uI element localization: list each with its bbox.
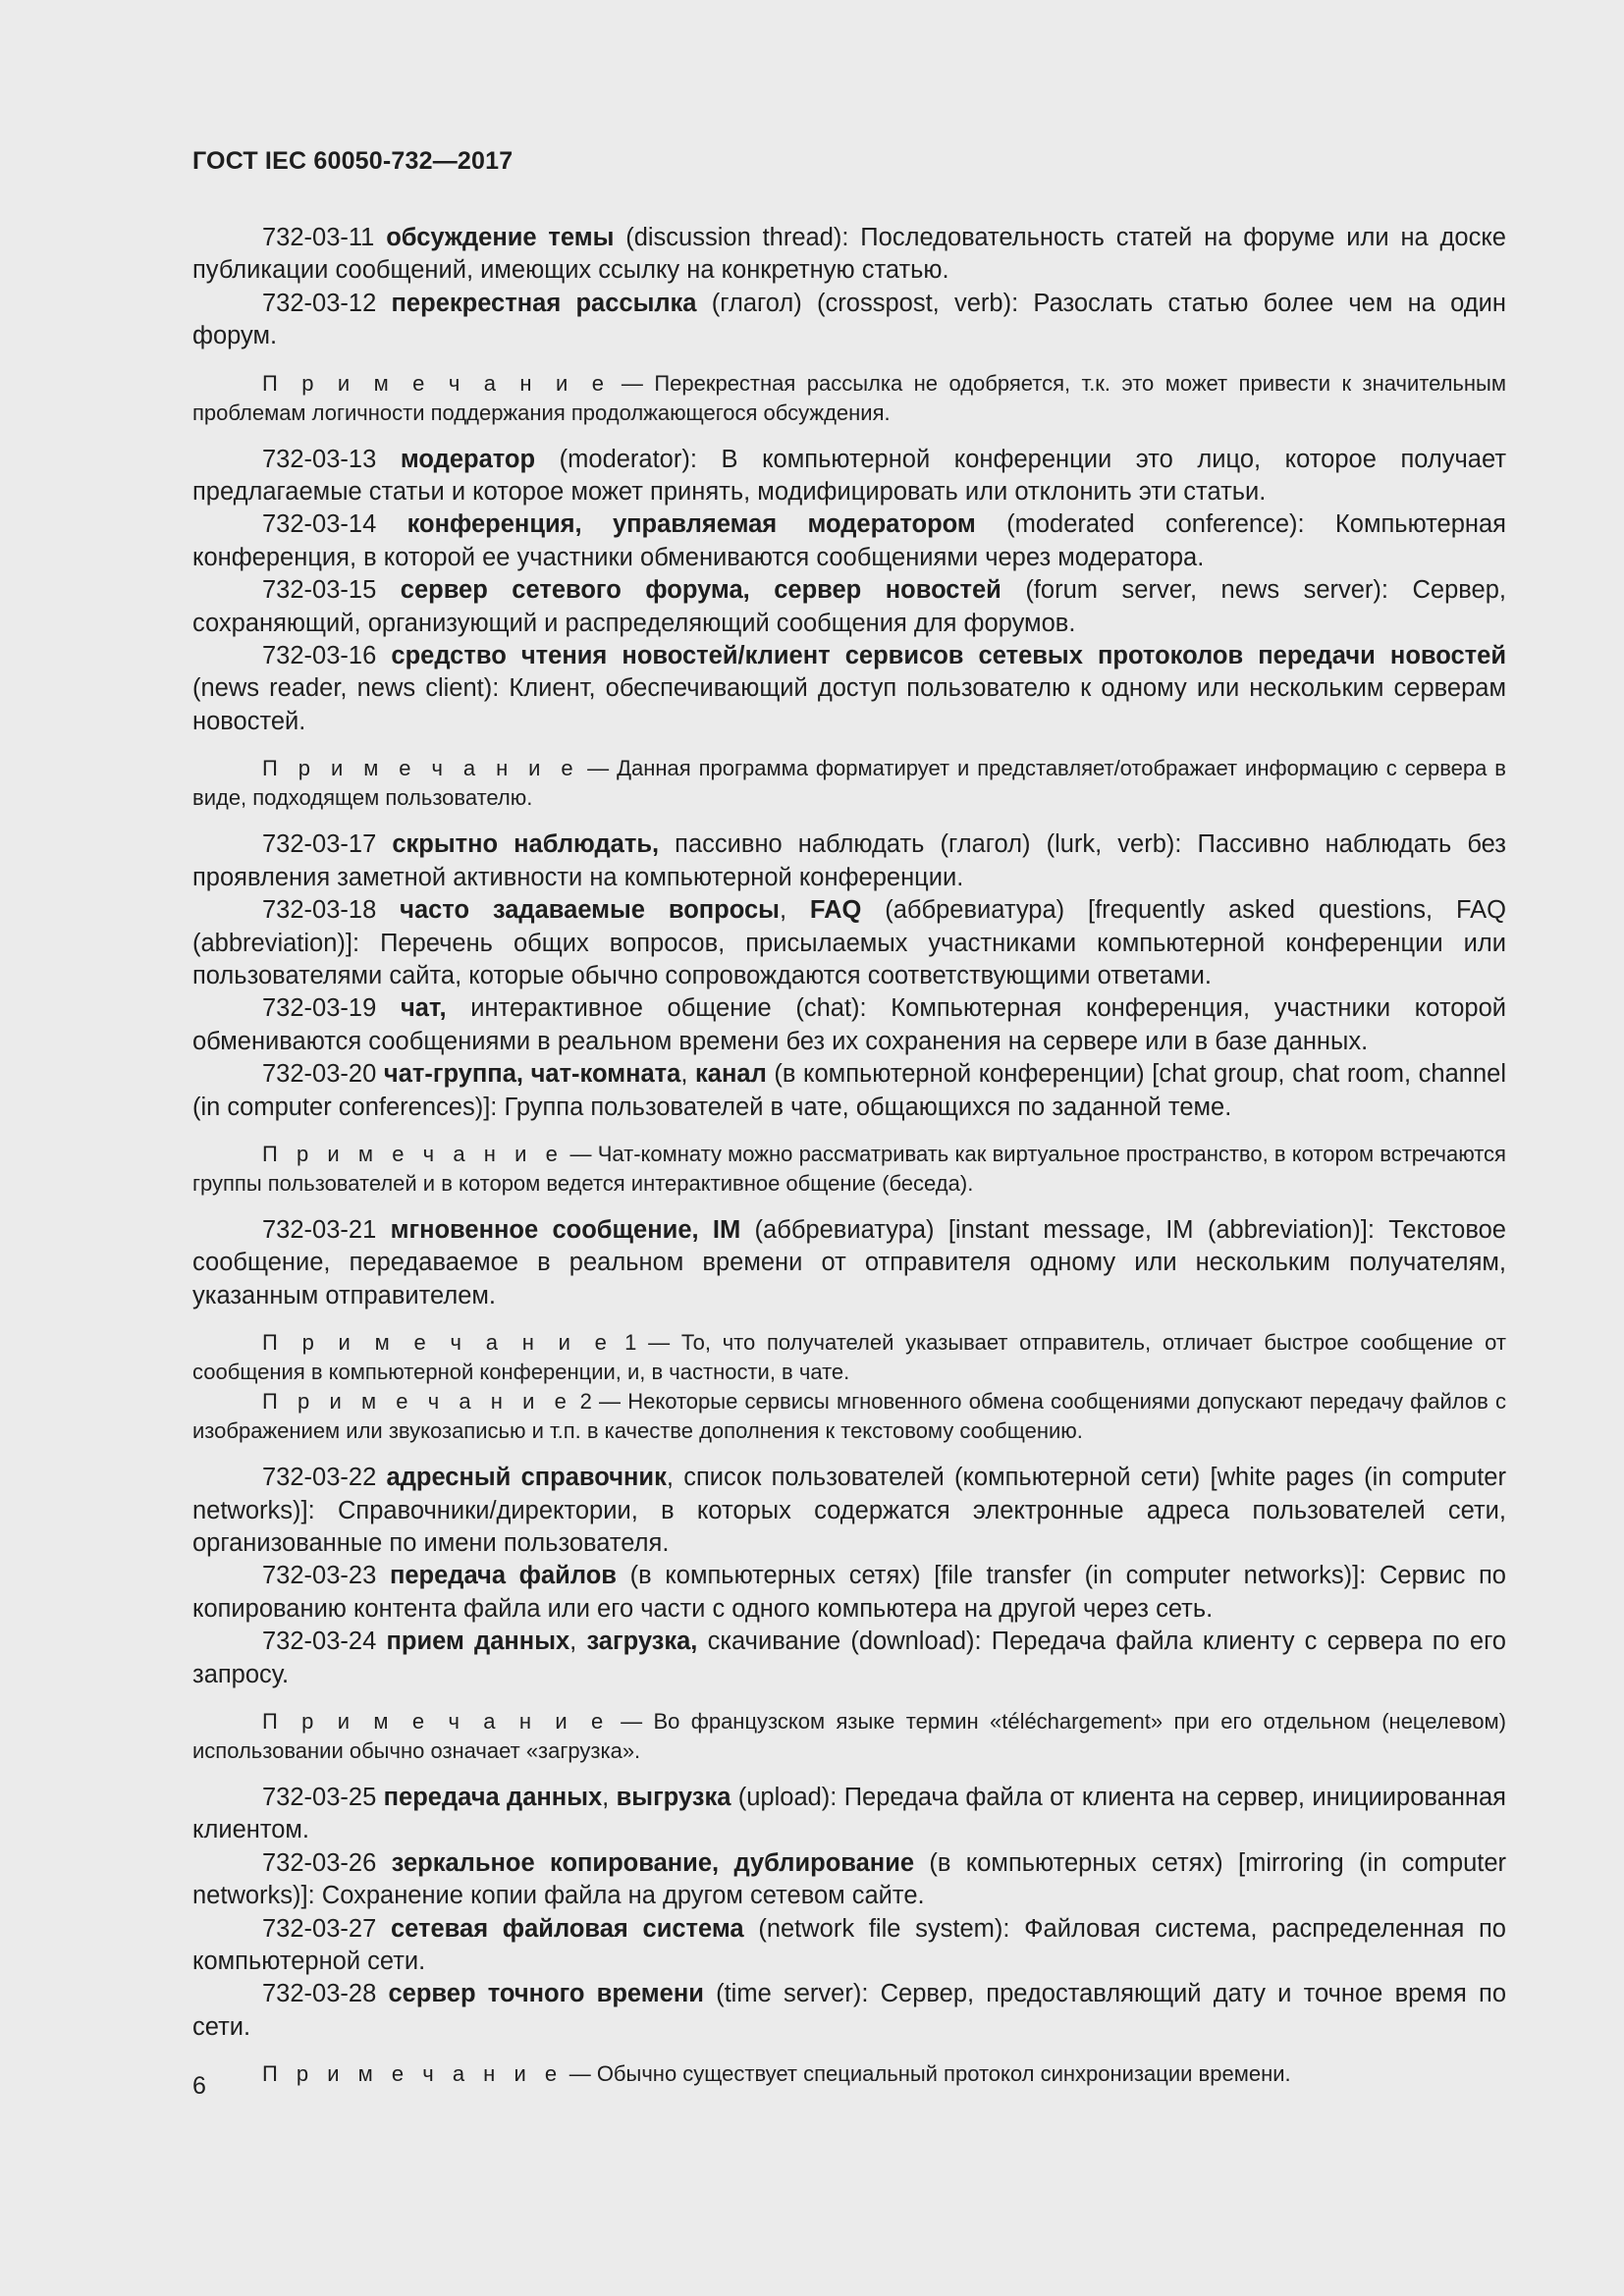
- term-entry: [192, 828, 1506, 894]
- entry-term: адресный справочник: [386, 1464, 667, 1492]
- entry-term-alt: выгрузка: [616, 1784, 731, 1811]
- entry-separator: ,: [779, 896, 810, 925]
- entry-term: скрытно наблюдать,: [392, 830, 660, 859]
- entry-definition: (network file system): Файловая система, распределенная по компьютерной сети.: [192, 1914, 1506, 1976]
- entry-term: сетевая файловая система: [390, 1914, 744, 1943]
- note-label: П р и м е ч а н и е: [262, 1330, 614, 1356]
- note-text: — Во французском языке термин «téléchargement» при его отдельном (нецелевом) использовании обычно означает «загрузка».: [192, 1709, 1506, 1763]
- note: [192, 2059, 1506, 2089]
- entry-term: чат,: [400, 994, 447, 1023]
- term-entry: [192, 992, 1506, 1058]
- entry-code: 732-03-15: [262, 576, 377, 605]
- entry-code: 732-03-23: [262, 1562, 377, 1590]
- entry-separator: ,: [569, 1628, 587, 1656]
- entry-code: 732-03-18: [262, 896, 377, 925]
- term-entry: [192, 1913, 1506, 1979]
- entry-term: модератор: [400, 445, 536, 473]
- entry-term: сервер сетевого форума, сервер новостей: [400, 576, 1001, 605]
- entry-term: прием данных: [386, 1628, 570, 1656]
- entry-code: 732-03-17: [262, 830, 377, 859]
- entry-definition: (moderator): В компьютерной конференции это лицо, которое получает предлагаемые статьи и которое может принять, модифицировать или отклонить эти статьи.: [192, 445, 1506, 507]
- term-entry: [192, 894, 1506, 992]
- entry-code: 732-03-14: [262, 510, 377, 539]
- document-body: [192, 222, 1506, 2089]
- entry-definition: (в компьютерных сетях) [file transfer (in computer networks)]: Сервис по копированию контента файла или его части с одного компьютера на другой через сеть.: [192, 1562, 1506, 1623]
- entry-term: передача данных: [383, 1784, 603, 1811]
- note-label: П р и м е ч а н и е: [262, 1709, 610, 1734]
- entry-code: 732-03-16: [262, 642, 377, 670]
- entry-term: зеркальное копирование, дублирование: [391, 1848, 915, 1877]
- entry-definition: , список пользователей (компьютерной сети) [white pages (in computer networks)]: Справочники/директории, в которых содержатся электронные адреса пользователей сети, организованные по имени пользователя.: [192, 1464, 1506, 1557]
- entry-term: средство чтения новостей/клиент сервисов сетевых протоколов передачи новостей: [391, 642, 1506, 670]
- entry-code: 732-03-27: [262, 1914, 377, 1943]
- entry-term-alt: загрузка,: [586, 1628, 698, 1656]
- entry-definition: (time server): Сервер, предоставляющий дату и точное время по сети.: [192, 1980, 1507, 2041]
- entry-term: сервер точного времени: [388, 1980, 704, 2008]
- entry-definition: (upload): Передача файла от клиента на сервер, инициированная клиентом.: [192, 1784, 1506, 1844]
- entry-definition: (в компьютерной конференции) [chat group, chat room, channel (in computer conferences)]: Группа пользователей в чате, общающихся по заданной теме.: [192, 1060, 1506, 1121]
- term-entry: [192, 1847, 1506, 1913]
- entry-term: чат-группа, чат-комната: [383, 1060, 681, 1089]
- entry-definition: скачивание (download): Передача файла клиенту с сервера по его запросу.: [192, 1628, 1506, 1688]
- entry-definition: (аббревиатура) [frequently asked questions, FAQ (abbreviation)]: Перечень общих вопросов, присылаемых участниками компьютерной конференции или пользователями сайта, которые обычно сопровождаются соответствующими ответами.: [192, 896, 1506, 989]
- entry-term: часто задаваемые вопросы: [400, 896, 780, 925]
- entry-code: 732-03-21: [262, 1215, 377, 1244]
- note: [192, 369, 1506, 428]
- note: [192, 754, 1506, 813]
- entry-term: передача файлов: [389, 1562, 617, 1590]
- entry-definition: пассивно наблюдать (глагол) (lurk, verb): Пассивно наблюдать без проявления заметной активности на компьютерной конференции.: [192, 830, 1506, 891]
- entry-definition: (глагол) (crosspost, verb): Разослать статью более чем на один форум.: [192, 289, 1506, 350]
- note-text: 1 — То, что получателей указывает отправитель, отличает быстрое сообщение от сообщения в компьютерной конференции, и, в частности, в чате.: [192, 1330, 1506, 1385]
- term-entry: [192, 1782, 1506, 1847]
- entry-code: 732-03-24: [262, 1628, 377, 1656]
- note-label: П р и м е ч а н и е: [262, 1389, 573, 1415]
- term-entry: [192, 1626, 1506, 1691]
- note-text: — Обычно существует специальный протокол синхронизации времени.: [563, 2061, 1291, 2087]
- document-header: ГОСТ IEC 60050-732—2017: [192, 147, 514, 175]
- entry-term-alt: FAQ: [809, 896, 862, 925]
- note-text: — Данная программа форматирует и представляет/отображает информацию с сервера в виде, подходящем пользователю.: [192, 756, 1506, 811]
- entry-definition: (в компьютерных сетях) [mirroring (in computer networks)]: Сохранение копии файла на другом сетевом сайте.: [192, 1848, 1507, 1910]
- note: [192, 1707, 1506, 1766]
- entry-definition: (moderated conference): Компьютерная конференция, в которой ее участники обмениваются сообщениями через модератора.: [192, 510, 1506, 571]
- term-entry: [192, 508, 1506, 574]
- note-label: П р и м е ч а н и е: [262, 2061, 564, 2087]
- entry-code: 732-03-25: [262, 1784, 377, 1811]
- note-label: П р и м е ч а н и е: [262, 756, 580, 781]
- note-text: 2 — Некоторые сервисы мгновенного обмена сообщениями допускают передачу файлов с изображением или звукозаписью и т.п. в качестве дополнения к текстовому сообщению.: [192, 1389, 1506, 1444]
- entry-code: 732-03-26: [262, 1848, 377, 1877]
- term-entry: [192, 1978, 1506, 2044]
- term-entry: [192, 444, 1506, 509]
- term-entry: [192, 288, 1506, 353]
- page-number: 6: [192, 2072, 206, 2100]
- entry-code: 732-03-22: [262, 1464, 377, 1492]
- entry-code: 732-03-28: [262, 1980, 377, 2008]
- note: [192, 1387, 1506, 1446]
- term-entry: [192, 1560, 1506, 1626]
- term-entry: [192, 1214, 1506, 1312]
- note: [192, 1140, 1506, 1199]
- entry-separator: ,: [602, 1784, 617, 1811]
- note-label: П р и м е ч а н и е: [262, 370, 611, 396]
- term-entry: [192, 1462, 1506, 1560]
- entry-term: обсуждение темы: [386, 224, 615, 251]
- entry-term: перекрестная рассылка: [391, 289, 697, 317]
- entry-code: 732-03-11: [262, 224, 375, 251]
- entry-definition: (аббревиатура) [instant message, IM (abbreviation)]: Текстовое сообщение, передаваемое в реальном времени от отправителя одному или нескольким получателям, указанным отправителем.: [192, 1215, 1506, 1309]
- entry-term: конференция, управляемая модератором: [406, 510, 976, 539]
- entry-definition: (discussion thread): Последовательность статей на форуме или на доске публикации сообщений, имеющих ссылку на конкретную статью.: [192, 224, 1506, 285]
- note-label: П р и м е ч а н и е: [262, 1141, 565, 1166]
- term-entry: [192, 222, 1506, 288]
- entry-term-alt: канал: [695, 1060, 767, 1089]
- note-text: — Перекрестная рассылка не одобряется, т.к. это может привести к значительным проблемам логичности поддержания продолжающегося обсуждения.: [192, 370, 1506, 425]
- entry-code: 732-03-20: [262, 1060, 377, 1089]
- note-text: — Чат-комнату можно рассматривать как виртуальное пространство, в котором встречаются группы пользователей и в котором ведется интерактивное общение (беседа).: [192, 1141, 1506, 1196]
- note: [192, 1328, 1506, 1387]
- entry-definition: (forum server, news server): Сервер, сохраняющий, организующий и распределяющий сообщения для форумов.: [192, 576, 1506, 637]
- term-entry: [192, 640, 1506, 738]
- entry-code: 732-03-19: [262, 994, 377, 1023]
- term-entry: [192, 1058, 1506, 1124]
- entry-definition: (news reader, news client): Клиент, обеспечивающий доступ пользователю к одному или нескольким серверам новостей.: [192, 674, 1506, 735]
- entry-separator: ,: [680, 1060, 696, 1089]
- entry-definition: интерактивное общение (chat): Компьютерная конференция, участники которой обмениваются сообщениями в реальном времени без их сохранения на сервере или в базе данных.: [192, 994, 1507, 1055]
- entry-code: 732-03-12: [262, 289, 377, 317]
- entry-term: мгновенное сообщение, IM: [390, 1215, 741, 1244]
- term-entry: [192, 574, 1506, 640]
- entry-code: 732-03-13: [262, 445, 377, 473]
